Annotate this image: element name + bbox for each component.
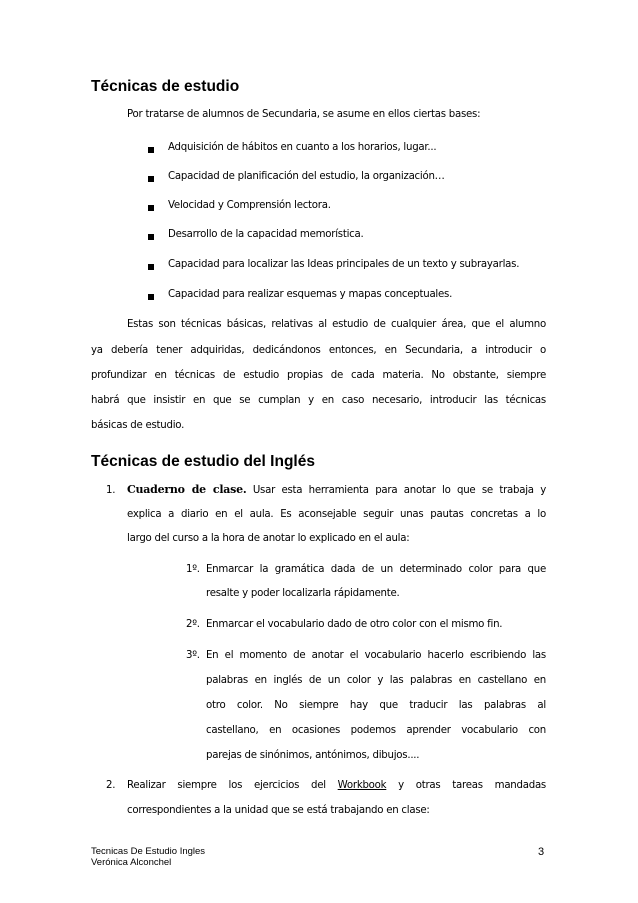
item-line: Cuaderno de clase. Usar esta herramienta para anotar lo que se trabaja y xyxy=(127,483,546,496)
subitem-line: castellano, en ocasiones podemos aprender vocabulario con xyxy=(206,725,546,736)
list-number: 1. xyxy=(106,485,116,496)
subitem-line: En el momento de anotar el vocabulario hacerlo escribiendo las xyxy=(206,650,546,661)
list-number: 2. xyxy=(106,780,116,791)
paragraph-line: básicas de estudio. xyxy=(91,420,185,431)
subitem-label: 3º. xyxy=(186,650,200,661)
bullet-item: Capacidad para realizar esquemas y mapas conceptuales. xyxy=(168,289,453,300)
paragraph-line: Estas son técnicas básicas, relativas al estudio de cualquier área, que el alumno xyxy=(127,319,546,330)
page-number: 3 xyxy=(538,846,545,858)
subitem-label: 1º. xyxy=(186,564,200,575)
subitem-line: otro color. No siempre hay que traducir las palabras al xyxy=(206,700,546,711)
subitem-line: resalte y poder localizarla rápidamente. xyxy=(206,588,400,599)
subitem-line: Enmarcar el vocabulario dado de otro color con el mismo fin. xyxy=(206,619,503,630)
bullet-item: Velocidad y Comprensión lectora. xyxy=(168,200,331,211)
paragraph-line: ya debería tener adquiridas, dedicándonos entonces, en Secundaria, a introducir o xyxy=(91,345,546,356)
section-title-tecnicas-de-estudio: Técnicas de estudio xyxy=(91,78,240,95)
item-line: Realizar siempre los ejercicios del Workbook y otras tareas mandadas xyxy=(127,780,546,791)
bullet-item: Adquisición de hábitos en cuanto a los horarios, lugar... xyxy=(168,142,437,153)
paragraph-line: habrá que insistir en que se cumplan y en caso necesario, introducir las técnicas xyxy=(91,395,546,406)
bullet-square-icon xyxy=(148,147,154,153)
workbook-term: Workbook xyxy=(337,780,387,791)
item-line: correspondientes a la unidad que se está trabajando en clase: xyxy=(127,805,430,816)
bullet-item: Capacidad para localizar las Ideas principales de un texto y subrayarlas. xyxy=(168,259,520,270)
bullet-item: Desarrollo de la capacidad memorística. xyxy=(168,229,364,240)
bullet-square-icon xyxy=(148,234,154,240)
bullet-square-icon xyxy=(148,264,154,270)
subitem-label: 2º. xyxy=(186,619,200,630)
item-line: largo del curso a la hora de anotar lo explicado en el aula: xyxy=(127,533,410,544)
footer-title: Tecnicas De Estudio Ingles xyxy=(91,846,206,857)
footer-author: Verónica Alconchel xyxy=(91,857,172,868)
paragraph-line: profundizar en técnicas de estudio propias de cada materia. No obstante, siempre xyxy=(91,370,546,381)
bullet-item: Capacidad de planificación del estudio, la organización… xyxy=(168,171,445,182)
item-line: explica a diario en el aula. Es aconsejable seguir unas pautas concretas a lo xyxy=(127,509,546,520)
item-bold-title: Cuaderno de clase. xyxy=(127,483,247,496)
subitem-line: palabras en inglés de un color y las palabras en castellano en xyxy=(206,675,546,686)
bullet-square-icon xyxy=(148,176,154,182)
section-title-tecnicas-ingles: Técnicas de estudio del Inglés xyxy=(91,453,315,470)
bullet-square-icon xyxy=(148,205,154,211)
subitem-line: Enmarcar la gramática dada de un determinado color para que xyxy=(206,564,546,575)
bullet-square-icon xyxy=(148,294,154,300)
intro-text: Por tratarse de alumnos de Secundaria, se asume en ellos ciertas bases: xyxy=(127,109,481,120)
subitem-line: parejas de sinónimos, antónimos, dibujos.... xyxy=(206,750,420,761)
